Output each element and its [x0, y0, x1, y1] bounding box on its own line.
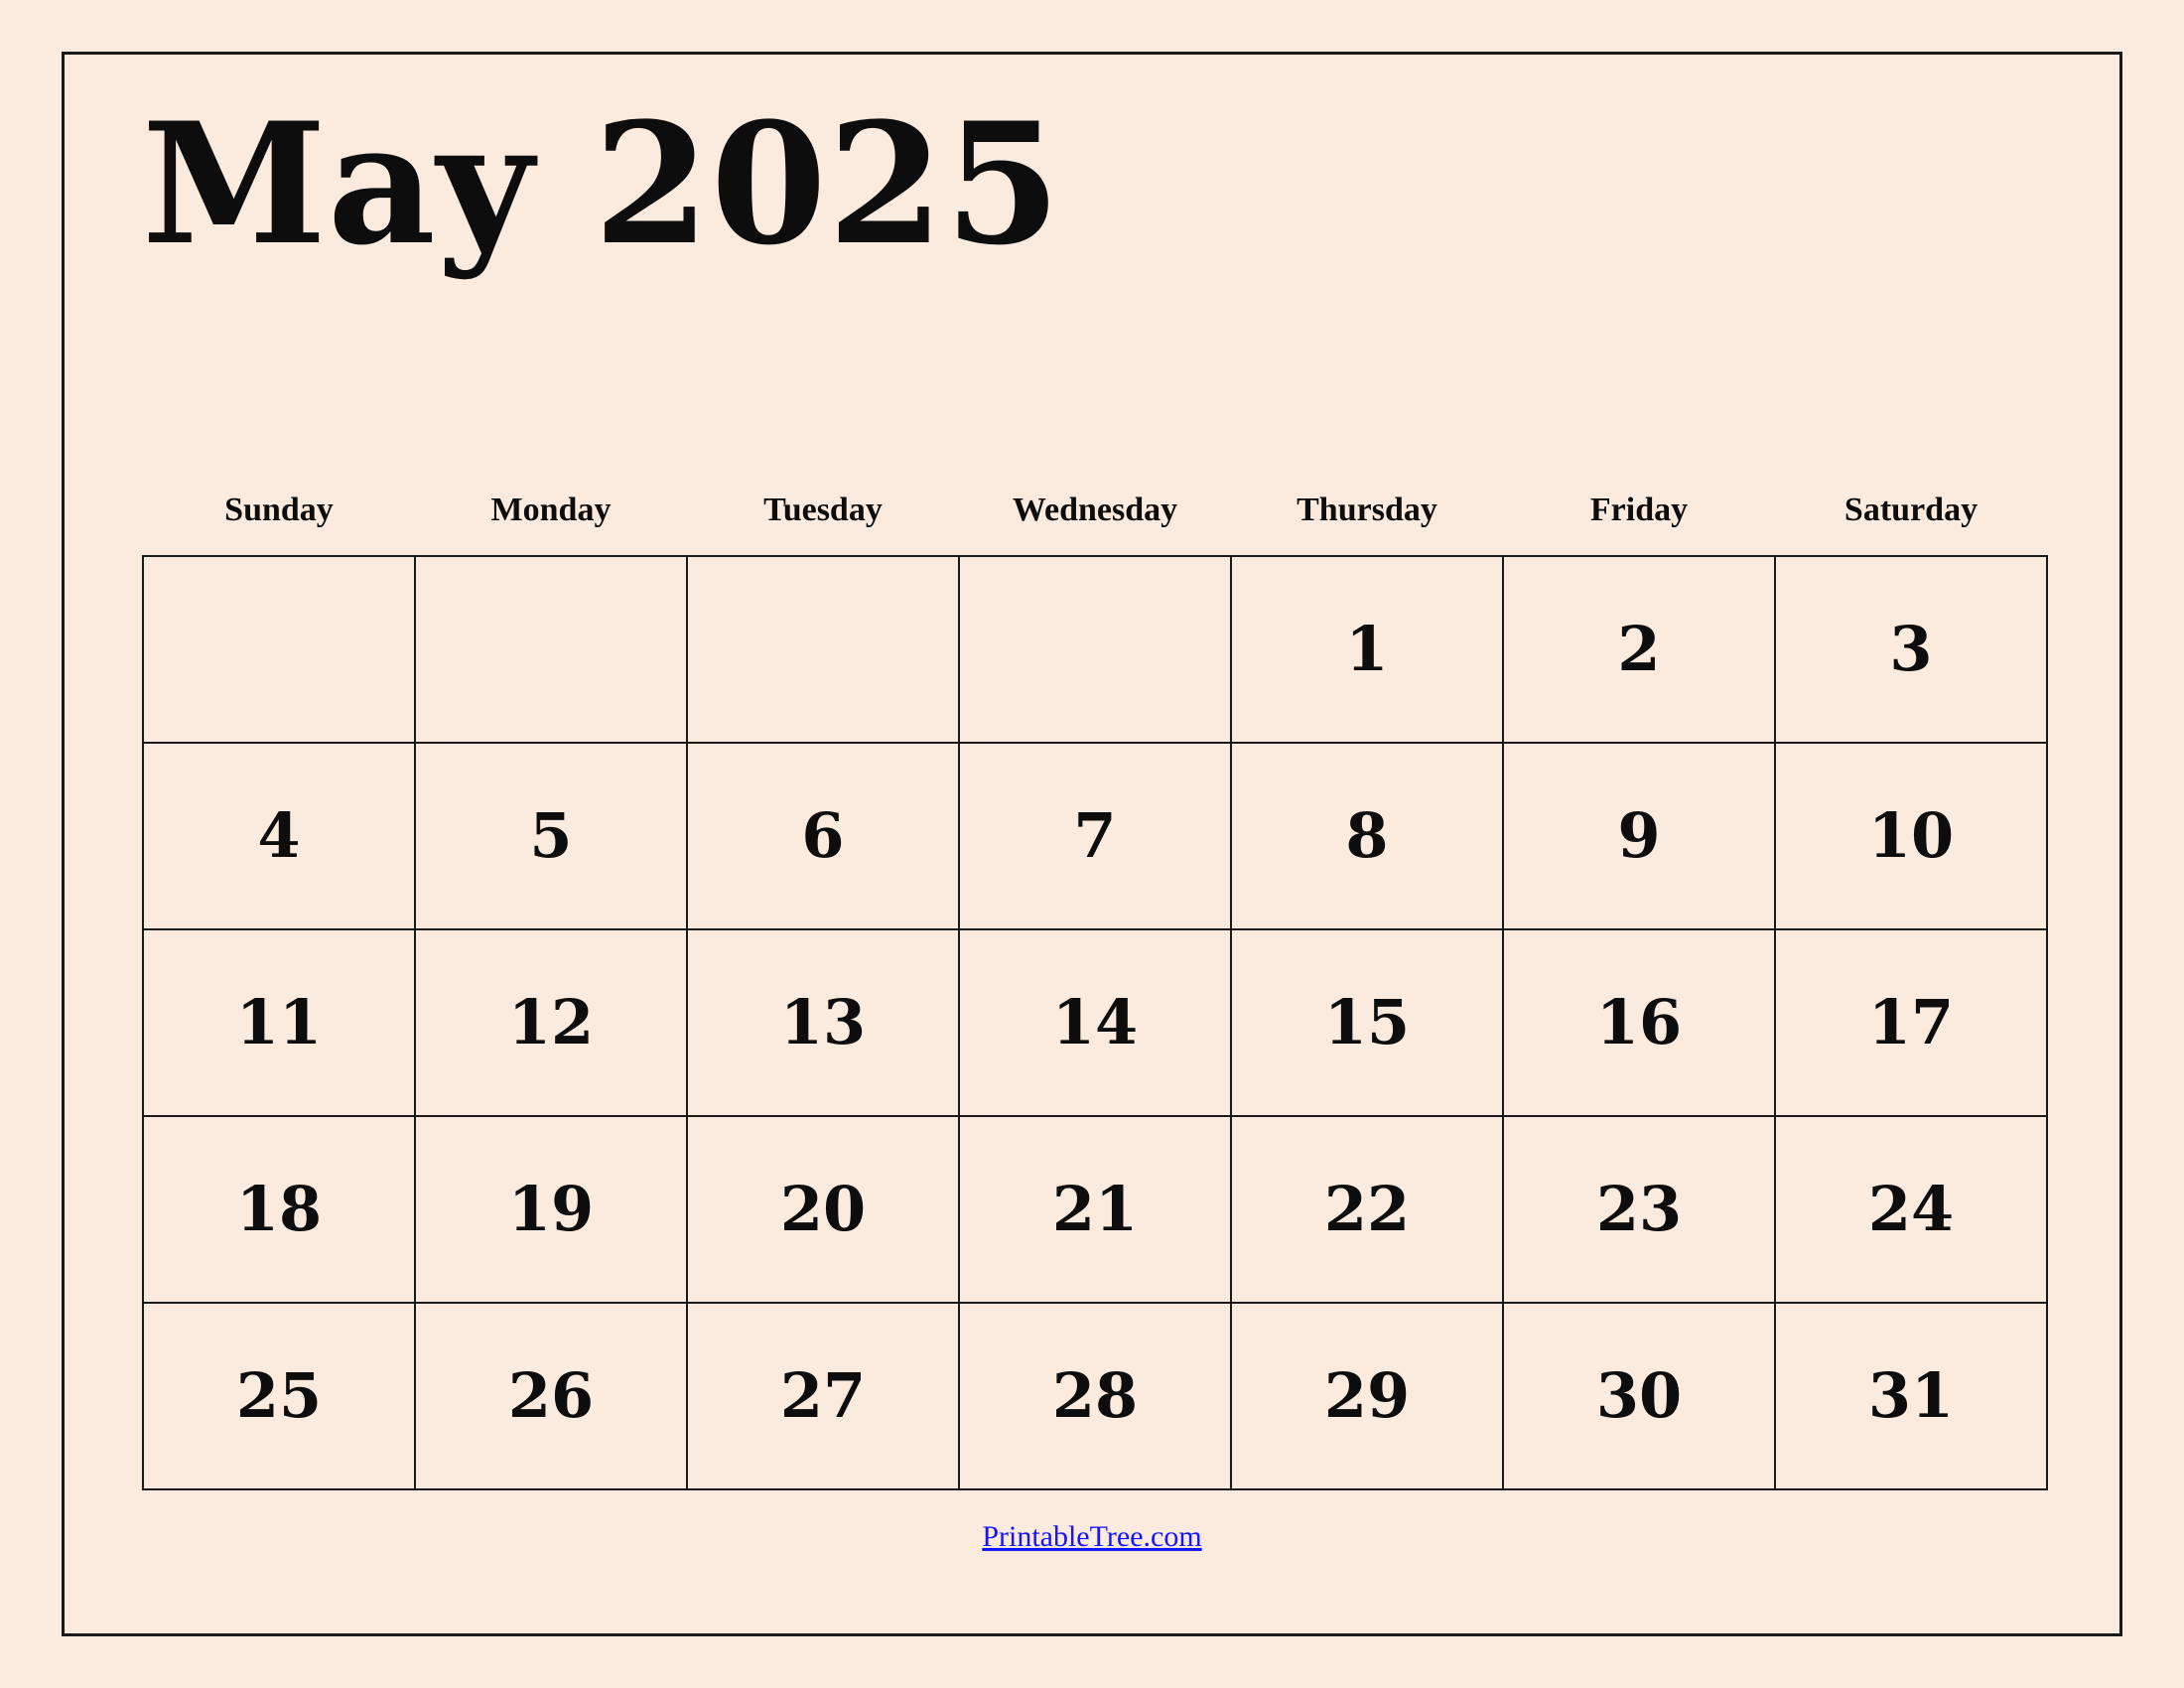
day-cell[interactable] [1775, 743, 2047, 929]
day-number: 3 [1889, 613, 1933, 685]
weekday-header-saturday: Saturday [1843, 492, 1979, 528]
day-number: 23 [1595, 1173, 1683, 1245]
day-cell[interactable] [1775, 1303, 2047, 1489]
day-number: 6 [801, 799, 845, 872]
footer [65, 1520, 2119, 1554]
day-number: 13 [779, 986, 867, 1058]
calendar-week-row [143, 929, 2047, 1116]
calendar-week-row [143, 1116, 2047, 1303]
day-cell[interactable] [1503, 929, 1775, 1116]
day-number: 27 [779, 1359, 867, 1432]
day-cell[interactable] [1231, 743, 1503, 929]
day-cell[interactable] [959, 1116, 1231, 1303]
day-cell[interactable] [959, 743, 1231, 929]
day-number: 2 [1617, 613, 1661, 685]
weekday-header-row [143, 492, 2047, 556]
weekday-header-monday: Monday [490, 492, 612, 528]
weekday-header-wednesday: Wednesday [1012, 492, 1178, 528]
day-cell[interactable] [1231, 1116, 1503, 1303]
day-cell[interactable] [959, 929, 1231, 1116]
day-cell[interactable] [415, 1116, 687, 1303]
weekday-header-friday: Friday [1589, 492, 1689, 528]
day-number: 28 [1051, 1359, 1139, 1432]
day-cell[interactable] [687, 929, 959, 1116]
day-cell[interactable] [415, 1303, 687, 1489]
day-cell[interactable] [143, 556, 415, 743]
day-cell[interactable] [687, 556, 959, 743]
day-cell[interactable] [687, 743, 959, 929]
day-number: 16 [1595, 986, 1683, 1058]
day-cell[interactable] [1503, 556, 1775, 743]
day-cell[interactable] [415, 556, 687, 743]
day-cell[interactable] [143, 1116, 415, 1303]
day-cell[interactable] [1231, 556, 1503, 743]
day-number: 20 [779, 1173, 867, 1245]
day-number: 31 [1867, 1359, 1955, 1432]
day-cell[interactable] [415, 743, 687, 929]
day-number: 21 [1051, 1173, 1139, 1245]
day-cell[interactable] [1775, 556, 2047, 743]
day-number: 8 [1345, 799, 1389, 872]
calendar-table [142, 492, 2048, 1490]
day-number: 18 [235, 1173, 323, 1245]
day-cell[interactable] [1503, 1116, 1775, 1303]
day-number: 15 [1323, 986, 1411, 1058]
weekday-header-sunday: Sunday [224, 492, 334, 528]
day-cell[interactable] [1231, 1303, 1503, 1489]
day-cell[interactable] [959, 1303, 1231, 1489]
day-cell[interactable] [143, 929, 415, 1116]
printabletree-link[interactable]: PrintableTree.com [982, 1520, 1202, 1553]
day-cell[interactable] [959, 556, 1231, 743]
day-number: 4 [257, 799, 301, 872]
day-number: 26 [507, 1359, 595, 1432]
day-cell[interactable] [1503, 1303, 1775, 1489]
day-cell[interactable] [1775, 1116, 2047, 1303]
calendar-grid [142, 492, 2048, 1490]
day-number: 9 [1617, 799, 1661, 872]
day-number: 22 [1323, 1173, 1411, 1245]
day-number: 10 [1867, 799, 1955, 872]
weekday-header-thursday: Thursday [1297, 492, 1437, 528]
day-cell[interactable] [1503, 743, 1775, 929]
day-number: 19 [507, 1173, 595, 1245]
day-number: 30 [1595, 1359, 1683, 1432]
day-number: 11 [235, 986, 323, 1058]
day-cell[interactable] [415, 929, 687, 1116]
day-number: 5 [529, 799, 573, 872]
day-number: 25 [235, 1359, 323, 1432]
day-number: 1 [1345, 613, 1389, 685]
day-cell[interactable] [143, 743, 415, 929]
calendar-week-row [143, 556, 2047, 743]
calendar-week-row [143, 743, 2047, 929]
day-number: 29 [1323, 1359, 1411, 1432]
day-cell[interactable] [143, 1303, 415, 1489]
day-cell[interactable] [687, 1116, 959, 1303]
day-number: 24 [1867, 1173, 1955, 1245]
page-title: May 2025 [142, 85, 1062, 282]
day-number: 7 [1073, 799, 1117, 872]
day-cell[interactable] [687, 1303, 959, 1489]
calendar-week-row [143, 1303, 2047, 1489]
day-cell[interactable] [1231, 929, 1503, 1116]
day-number: 12 [507, 986, 595, 1058]
calendar-page [62, 52, 2122, 1636]
day-number: 17 [1867, 986, 1955, 1058]
day-cell[interactable] [1775, 929, 2047, 1116]
weekday-header-tuesday: Tuesday [763, 492, 883, 528]
day-number: 14 [1051, 986, 1139, 1058]
